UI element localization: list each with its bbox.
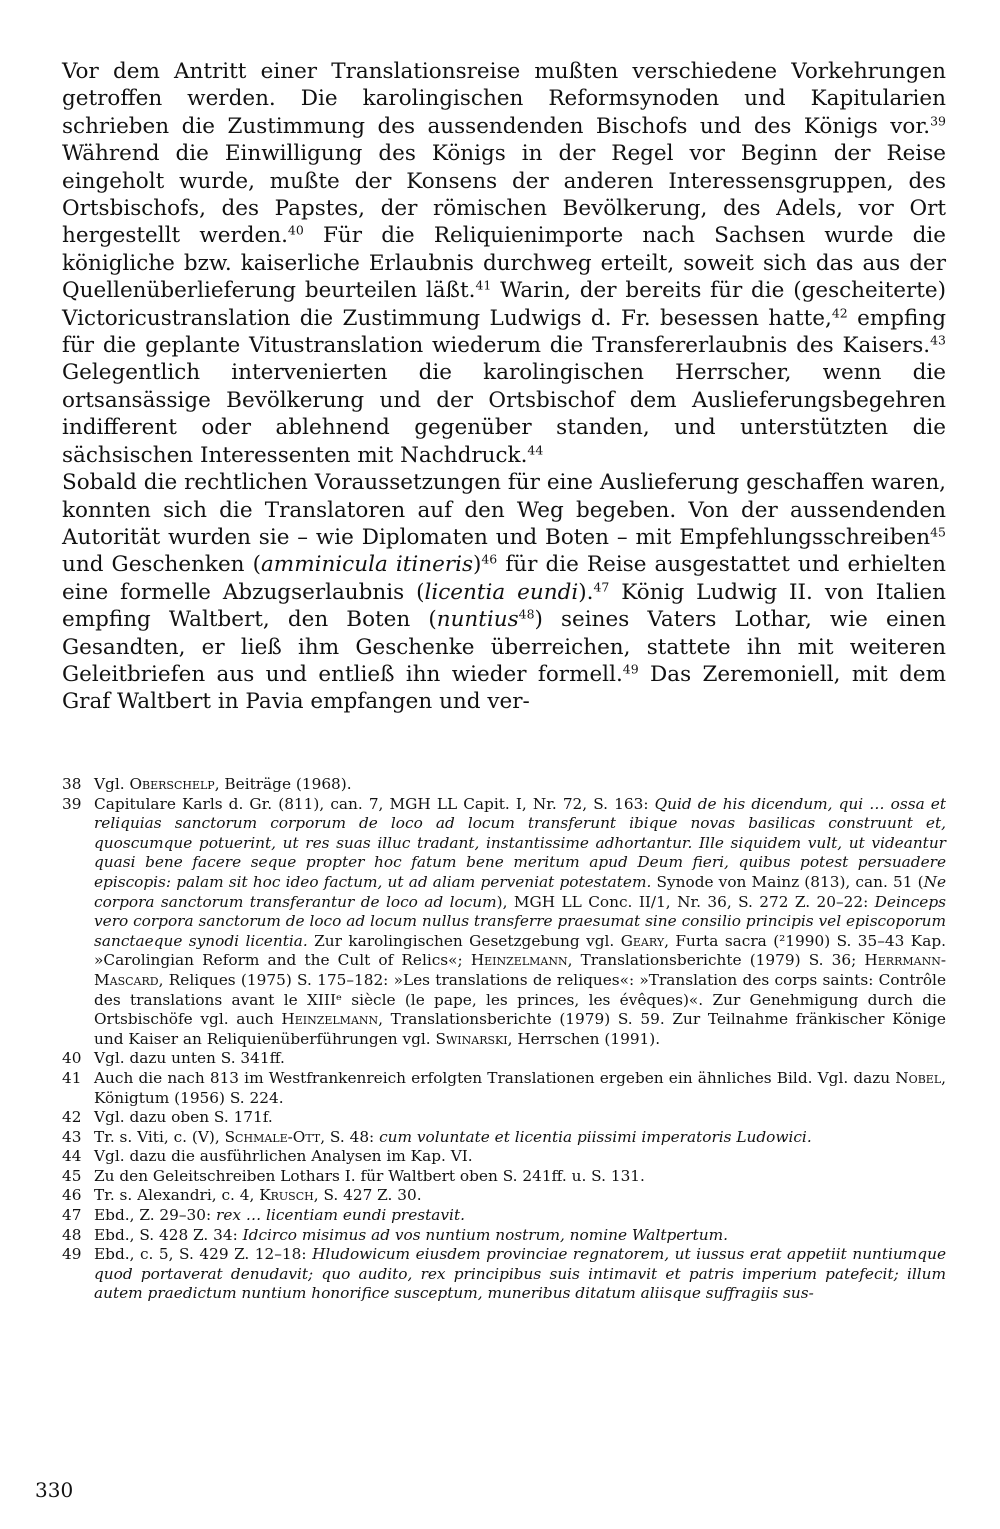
footnote-ref-44[interactable]: 44 [527, 441, 544, 457]
footnote-41 [62, 1069, 946, 1108]
paragraph-1 [62, 58, 946, 469]
author-name: Oberschelp [129, 775, 215, 793]
text-run: , Herrschen (1991). [507, 1029, 661, 1048]
text-run: , S. 427 Z. 30. [313, 1186, 422, 1205]
footnote-text: Vgl. dazu unten S. 341ff. [94, 1049, 285, 1068]
paragraph-2 [62, 469, 946, 716]
footnote-text [94, 1069, 946, 1108]
footnote-40 [62, 1049, 946, 1069]
text-run: ) seines Vaters Lothar, wie einen Gesandten, er ließ ihm Geschenke überreichen, stattete ihn mit weiteren Geleitbriefen aus und entließ ihn wieder formell. [62, 607, 947, 687]
footnote-ref-46[interactable]: 46 [481, 551, 498, 567]
text-run: und Geschenken ( [62, 552, 261, 578]
footnotes [62, 775, 946, 1304]
footnote-text [94, 1128, 946, 1148]
text-run: Tr. s. Alexandri, c. 4, [94, 1186, 260, 1205]
text-run: Tr. s. Viti, c. (V), [94, 1127, 225, 1146]
main-text [62, 58, 946, 716]
footnote-number: 49 [62, 1245, 82, 1264]
footnote-number: 38 [62, 775, 82, 793]
author-name: Heinzelmann [470, 951, 568, 970]
latin-quote: Ne corpora sanctorum transferantur de loco ad locum [94, 872, 946, 911]
footnote-47 [62, 1206, 946, 1226]
footnote-number: 41 [62, 1068, 82, 1087]
footnote-42 [62, 1108, 946, 1128]
footnote-text: Vgl. dazu die ausführlichen Analysen im Kap. VI. [94, 1147, 473, 1166]
footnote-text [94, 795, 946, 1050]
author-name: Nobel [895, 1068, 942, 1087]
text-run: , S. 48: [320, 1127, 380, 1146]
footnote-ref-41[interactable]: 41 [475, 277, 492, 293]
text-run: Ebd., c. 5, S. 429 Z. 12–18: [94, 1245, 313, 1264]
footnote-44 [62, 1147, 946, 1167]
footnote-text: Vgl. dazu oben S. 171f. [94, 1108, 273, 1127]
footnote-ref-47[interactable]: 47 [593, 579, 610, 594]
footnote-number: 48 [62, 1225, 82, 1244]
footnote-ref-45[interactable]: 45 [930, 524, 946, 540]
footnote-number: 39 [62, 794, 82, 813]
footnote-text: Zu den Geleitschreiben Lothars I. für Waltbert oben S. 241ff. u. S. 131. [94, 1166, 645, 1185]
footnote-45 [62, 1167, 946, 1187]
footnote-number: 47 [62, 1206, 82, 1225]
body-text [62, 58, 946, 716]
latin-quote: Hludowicum eiusdem provinciae regnatorem, ut iussus erat appetiit nuntiumque quod portaverat denudavit; quo audito, rex principibus suis intimavit et patris imperium patefecit; illum autem praedictum nuntium honorifice susceptum, muneribus ditatum aliisque suffragiis sus- [94, 1245, 946, 1303]
text-run: Für die Reliquienimporte nach Sachsen wurde die königliche bzw. kaiserliche Erlaubnis durchweg erteilt, soweit sich das aus der Quellenüberlieferung beurteilen läßt. [62, 223, 947, 304]
latin-quote: cum voluntate et licentia piissimi imperatoris Ludowici. [379, 1127, 812, 1146]
footnote-text [94, 1206, 946, 1226]
text-run: , Königtum (1956) S. 224. [94, 1068, 946, 1107]
text-run: empfing für die geplante Vitustranslation wiederum die Transfererlaubnis des Kaisers. [62, 305, 946, 359]
latin-quote: Deinceps vero corpora sanctorum de loco ad locum nullus transferre praesumat sine consilio principis vel episcoporum sanctaeque synodi licentia. [94, 892, 946, 950]
latin-term: licentia eundi [424, 579, 579, 605]
footnote-ref-48[interactable]: 48 [518, 606, 535, 622]
footnote-number: 40 [62, 1049, 82, 1068]
author-name: Herrmann-Mascard [94, 951, 946, 989]
footnote-ref-43[interactable]: 43 [930, 332, 946, 348]
footnote-ref-39[interactable]: 39 [930, 113, 946, 129]
footnote-number: 46 [62, 1186, 82, 1205]
text-run: ) [472, 552, 482, 578]
text-run: Sobald die rechtlichen Voraussetzungen für eine Auslieferung geschaffen waren, konnten sich die Translatoren auf den Weg begeben. Von der aussendenden Autorität wurden sie – wie Diplomaten und Boten – mit Empfehlungsschreiben [62, 470, 946, 550]
text-run: für die Reise ausgestattet und erhielten eine formelle Abzugserlaubnis ( [62, 552, 946, 605]
footnote-ref-40[interactable]: 40 [287, 222, 304, 238]
text-run: , Translationsberichte (1979) S. 36; [567, 951, 865, 970]
footnote-number: 43 [62, 1127, 82, 1146]
text-run: , Furta sacra (²1990) S. 35–43 Kap. »Carolingian Reform and the Cult of Relics«; [94, 931, 946, 970]
footnote-ref-42[interactable]: 42 [831, 304, 848, 320]
latin-term: nuntius [436, 607, 519, 633]
author-name: Krusch [259, 1186, 314, 1205]
footnote-48 [62, 1226, 946, 1246]
text-run: Capitulare Karls d. Gr. (811), can. 7, MGH LL Capit. I, Nr. 72, S. 163: [94, 794, 655, 813]
footnote-ref-49[interactable]: 49 [622, 661, 639, 677]
footnote-text [94, 1245, 946, 1304]
footnote-number: 44 [62, 1147, 82, 1166]
text-run: Synode von Mainz (813), can. 51 ( [651, 872, 924, 891]
latin-term: amminicula itineris [260, 552, 473, 578]
text-run: ). [578, 579, 594, 605]
author-name: Schmale-Ott [224, 1127, 321, 1146]
footnote-number: 42 [62, 1108, 82, 1127]
text-run: Vor dem Antritt einer Translationsreise mußten verschiedene Vorkehrungen getroffen werden. Die karolingischen Reformsynoden und Kapitularien schrieben die Zustimmung des aussendenden Bischofs und des Königs vor. [62, 59, 946, 139]
text-run: , Beiträge (1968). [214, 775, 352, 793]
text-run: Während die Einwilligung des Königs in der Regel vor Beginn der Reise eingeholt wurde, mußte der Konsens der anderen Interessensgruppen, des Ortsbischofs, des Papstes, der römischen Bevölkerung, des Adels, vor Ort hergestellt werden. [62, 141, 946, 249]
latin-quote: Quid de his dicendum, qui … ossa et reliquias sanctorum corporum de loco ad locum transferunt ibique novas basilicas construunt et, quoscumque potuerint, ut res suas illuc tradant, instantissime adhortantur. Ille siquidem vult, ut videantur quasi bene facere seque propter hoc fatum bene meritum apud Deum fieri, quibus potest persuadere episcopis: palam sit hoc ideo factum, ut ad aliam perveniat potestatem. [94, 794, 946, 891]
author-name: Swinarski [435, 1029, 508, 1048]
footnote-38 [62, 775, 946, 795]
text-run: König Ludwig II. von Italien empfing Waltbert, den Boten ( [62, 579, 946, 633]
footnote-number: 45 [62, 1166, 82, 1185]
text-run: Auch die nach 813 im Westfrankenreich erfolgten Translationen ergeben ein ähnliches Bild. Vgl. dazu [94, 1068, 896, 1087]
text-run: Zur karolingischen Gesetzgebung vgl. [307, 931, 621, 950]
text-run: Warin, der bereits für die (gescheiterte) Victoricustranslation die Zustimmung Ludwigs d. Fr. besessen hatte, [62, 278, 946, 331]
latin-quote: Idcirco misimus ad vos nuntium nostrum, nomine Waltpertum. [242, 1225, 728, 1244]
author-name: Heinzelmann [281, 1010, 379, 1029]
text-run: , Translationsberichte (1979) S. 59. Zur Teilnahme fränkischer Könige und Kaiser an Reliquienüberführungen vgl. [94, 1010, 946, 1048]
footnote-39 [62, 795, 946, 1050]
text-run: Ebd., S. 428 Z. 34: [94, 1225, 243, 1244]
latin-quote: rex … licentiam eundi prestavit. [216, 1206, 465, 1225]
footnote-text [94, 1226, 946, 1246]
text-run: Gelegentlich intervenierten die karolingischen Herrscher, wenn die ortsansässige Bevölkerung und der Ortsbischof dem Auslieferungsbegehren indifferent oder ablehnend gegenüber standen, und unterstützten die sächsischen Interessenten mit Nachdruck. [62, 360, 946, 468]
footnote-46 [62, 1186, 946, 1206]
footnote-43 [62, 1128, 946, 1148]
footnote-text [94, 775, 946, 795]
author-name: Geary [620, 931, 665, 950]
text-run: Das Zeremoniell, mit dem Graf Waltbert in Pavia empfangen und ver- [62, 661, 947, 715]
text-run: ), MGH LL Conc. II/1, Nr. 36, S. 272 Z. 20–22: [496, 892, 875, 911]
page-number: 330 [35, 1478, 74, 1502]
text-run: Vgl. [94, 775, 130, 793]
text-run: , Reliques (1975) S. 175–182: »Les translations de reliques«: »Translation des corps saints: Contrôle des translations avant le XIIIᵉ siècle (le pape, les princes, les évêques)«. Zur Genehmigung durch die Ortsbischöfe vgl. auch [94, 970, 946, 1029]
footnote-49 [62, 1245, 946, 1304]
footnote-text [94, 1186, 946, 1206]
text-run: Ebd., Z. 29–30: [94, 1206, 217, 1225]
